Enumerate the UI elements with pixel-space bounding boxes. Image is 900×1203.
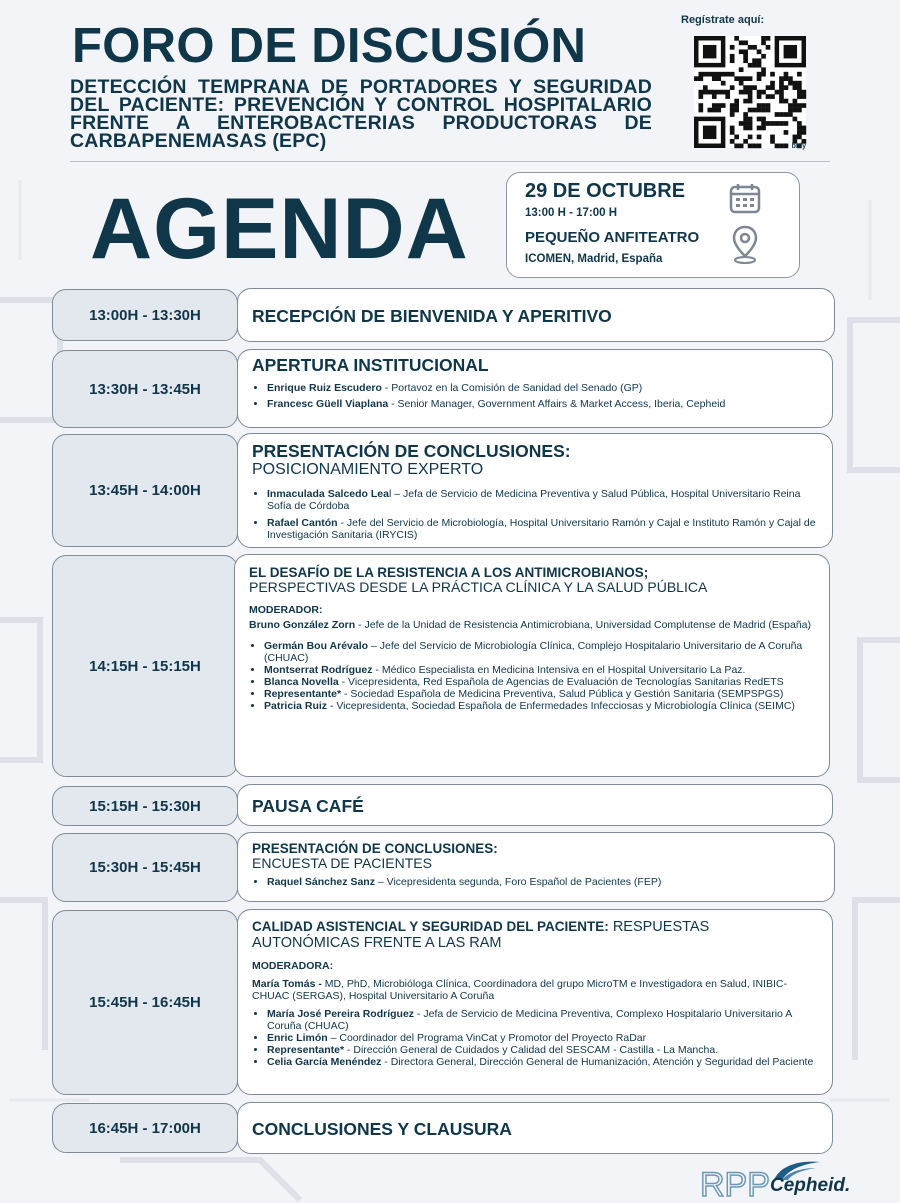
speaker-name: Enrique Ruiz Escudero xyxy=(267,382,382,394)
forum-subtitle xyxy=(70,78,652,150)
session-card xyxy=(237,832,835,902)
session-card xyxy=(237,784,833,826)
speaker-item xyxy=(267,488,818,512)
speaker-name: Enric Limón xyxy=(267,1032,328,1044)
speaker-name: Inmaculada Salcedo Lea xyxy=(267,488,389,500)
speaker-list xyxy=(252,1008,818,1068)
speaker-item xyxy=(264,640,815,664)
session-title-bold: CALIDAD ASISTENCIAL Y SEGURIDAD DEL PACIENTE: xyxy=(252,919,609,934)
qr-caption: bitly xyxy=(791,143,806,150)
speaker-role: - Jefe del Servicio de Microbiología, Hospital Universitario Ramón y Cajal e Instituto Ramón y Cajal de Investigación Sanitaria (IRYCIS) xyxy=(267,517,816,541)
speaker-name: Germán Bou Arévalo xyxy=(264,640,369,652)
moderator-label: MODERADOR: xyxy=(249,604,323,616)
speaker-role: - Vicepresidenta, Red Española de Agencias de Evaluación de Tecnologías Sanitarias RedETS xyxy=(338,676,784,688)
speaker-item xyxy=(267,1056,818,1068)
session-card xyxy=(237,1102,833,1154)
event-place: ICOMEN, Madrid, España xyxy=(525,253,663,265)
speaker-item xyxy=(267,1008,818,1032)
speaker-role: – Coordinador del Programa VinCat y Promotor del Proyecto RaDar xyxy=(327,1032,647,1044)
session-title: PAUSA CAFÉ xyxy=(252,795,364,816)
speaker-role: l – Jefa de Servicio de Medicina Preventiva y Salud Pública, Hospital Universitario Reina Sofía de Córdoba xyxy=(267,488,801,512)
session-subtitle: ENCUESTA DE PACIENTES xyxy=(252,855,432,871)
moderator-entry xyxy=(252,978,818,1002)
speaker-item xyxy=(267,876,820,888)
session-title: CONCLUSIONES Y CLAUSURA xyxy=(252,1118,512,1139)
speaker-name: Montserrat Rodríguez xyxy=(264,664,373,676)
session-time: 16:45H - 17:00H xyxy=(52,1103,238,1153)
session-subtitle: PERSPECTIVAS DESDE LA PRÁCTICA CLÍNICA Y LA SALUD PÚBLICA xyxy=(249,579,708,595)
speaker-name: Francesc Güell Viaplana xyxy=(267,398,389,410)
session-time: 13:00H - 13:30H xyxy=(52,289,238,341)
session-card xyxy=(237,433,833,548)
session-time: 14:15H - 15:15H xyxy=(52,555,238,777)
speaker-item xyxy=(264,700,815,712)
qr-code-icon xyxy=(694,36,806,148)
session-title-rest: RESPUESTAS AUTONÓMICAS FRENTE A LAS RAM xyxy=(252,919,710,951)
session-card xyxy=(237,909,833,1095)
speaker-list xyxy=(252,488,818,541)
speaker-name: María José Pereira Rodríguez xyxy=(267,1008,415,1020)
session-title: PRESENTACIÓN DE CONCLUSIONES: xyxy=(252,841,498,856)
speaker-name: Celia García Menéndez xyxy=(267,1056,382,1068)
moderator-role: MD, PhD, Microbióloga Clínica, Coordinadora del grupo MicroTM e Investigadora en Salud, INIBIC-CHUAC (SERGAS), Hospital Universitario A Coruña xyxy=(252,978,787,1002)
speaker-name: Representante* xyxy=(264,688,342,700)
event-date: 29 DE OCTUBRE xyxy=(525,180,686,202)
speaker-list xyxy=(252,382,818,410)
subtitle-line: DETECCIÓN TEMPRANA DE PORTADORES Y SEGURIDAD xyxy=(70,76,652,98)
speaker-item xyxy=(267,382,818,394)
speaker-role: – Vicepresidenta segunda, Foro Español de Pacientes (FEP) xyxy=(374,876,662,888)
speaker-name: Representante* xyxy=(267,1044,345,1056)
speaker-role: - Médico Especialista en Medicina Intensiva en el Hospital Universitario La Paz. xyxy=(372,664,746,676)
speaker-role: - Dirección General de Cuidados y Calidad del SESCAM - Castilla - La Mancha. xyxy=(344,1044,719,1056)
cepheid-logo: Cepheid. xyxy=(770,1175,851,1196)
speaker-item xyxy=(267,517,818,541)
speaker-role: - Jefa de Servicio de Medicina Preventiva, Complexo Hospitalario Universitario A Coruña (CHUAC) xyxy=(267,1008,792,1032)
speaker-role: - Portavoz en la Comisión de Sanidad del Senado (GP) xyxy=(381,382,643,394)
subtitle-line: CARBAPENEMASAS (EPC) xyxy=(70,130,327,152)
session-card xyxy=(237,288,835,342)
speaker-item xyxy=(264,688,815,700)
session-time: 13:45H - 14:00H xyxy=(52,434,238,547)
header-divider xyxy=(70,161,830,162)
speaker-name: Raquel Sánchez Sanz xyxy=(267,876,375,888)
session-title: EL DESAFÍO DE LA RESISTENCIA A LOS ANTIMICROBIANOS; xyxy=(249,565,649,580)
session-title xyxy=(252,919,818,951)
subtitle-line: FRENTE A ENTEROBACTERIAS PRODUCTORAS DE xyxy=(70,112,652,134)
moderator-entry xyxy=(249,619,815,631)
event-venue: PEQUEÑO ANFITEATRO xyxy=(525,229,700,246)
session-card xyxy=(234,554,830,777)
speaker-role: - Sociedad Española de Medicina Preventiva, Salud Pública y Gestión Sanitaria (SEMPSPGS) xyxy=(341,688,784,700)
forum-title: FORO DE DISCUSIÓN xyxy=(72,19,587,73)
session-time: 15:15H - 15:30H xyxy=(52,786,238,826)
speaker-item xyxy=(267,1044,818,1056)
session-time: 15:30H - 15:45H xyxy=(52,833,238,902)
session-time: 15:45H - 16:45H xyxy=(52,910,238,1095)
speaker-role: - Senior Manager, Government Affairs & Market Access, Iberia, Cepheid xyxy=(388,398,726,410)
speaker-item xyxy=(264,664,815,676)
speaker-name: Patricia Ruiz xyxy=(264,700,328,712)
moderator-name: María Tomás - xyxy=(252,978,325,990)
registration-qr-code[interactable] xyxy=(694,36,806,148)
speaker-item xyxy=(264,676,815,688)
speaker-list xyxy=(249,640,815,712)
session-card xyxy=(237,349,833,428)
session-time: 13:30H - 13:45H xyxy=(52,350,238,428)
speaker-item xyxy=(267,1032,818,1044)
speaker-role: - Vicepresidenta, Sociedad Española de Enfermedades Infecciosas y Microbiología Clínica (SEIMC) xyxy=(327,700,795,712)
rpp-logo-text: RPP xyxy=(700,1166,770,1203)
subtitle-line: DEL PACIENTE: PREVENCIÓN Y CONTROL HOSPITALARIO xyxy=(70,94,652,116)
rpp-logo xyxy=(700,1164,770,1203)
speaker-list xyxy=(252,876,820,888)
moderator-name: Bruno González Zorn xyxy=(249,619,356,631)
event-time: 13:00 H - 17:00 H xyxy=(525,207,618,219)
speaker-role: - Directora General, Dirección General de Humanización, Atención y Seguridad del Paciente xyxy=(381,1056,814,1068)
agenda-heading: AGENDA xyxy=(90,181,469,277)
moderator-role: - Jefe de la Unidad de Resistencia Antimicrobiana, Universidad Complutense de Madrid (España) xyxy=(355,619,811,631)
moderator-label: MODERADORA: xyxy=(252,960,334,972)
rpp-logo-mark xyxy=(700,1164,770,1203)
session-title: PRESENTACIÓN DE CONCLUSIONES: xyxy=(252,441,571,461)
event-info-box xyxy=(506,172,800,278)
map-pin-icon xyxy=(731,225,759,265)
speaker-name: Blanca Novella xyxy=(264,676,339,688)
register-label: Regístrate aquí: xyxy=(681,14,765,26)
speaker-name: Rafael Cantón xyxy=(267,517,338,529)
session-title: RECEPCIÓN DE BIENVENIDA Y APERITIVO xyxy=(252,305,612,326)
session-subtitle: POSICIONAMIENTO EXPERTO xyxy=(252,461,484,478)
session-title: APERTURA INSTITUCIONAL xyxy=(252,355,489,375)
speaker-role: – Jefe del Servicio de Microbiología Clínica, Complejo Hospitalario Universitario de A Coruña (CHUAC) xyxy=(264,640,803,664)
speaker-item xyxy=(267,398,818,410)
calendar-icon xyxy=(729,182,761,214)
